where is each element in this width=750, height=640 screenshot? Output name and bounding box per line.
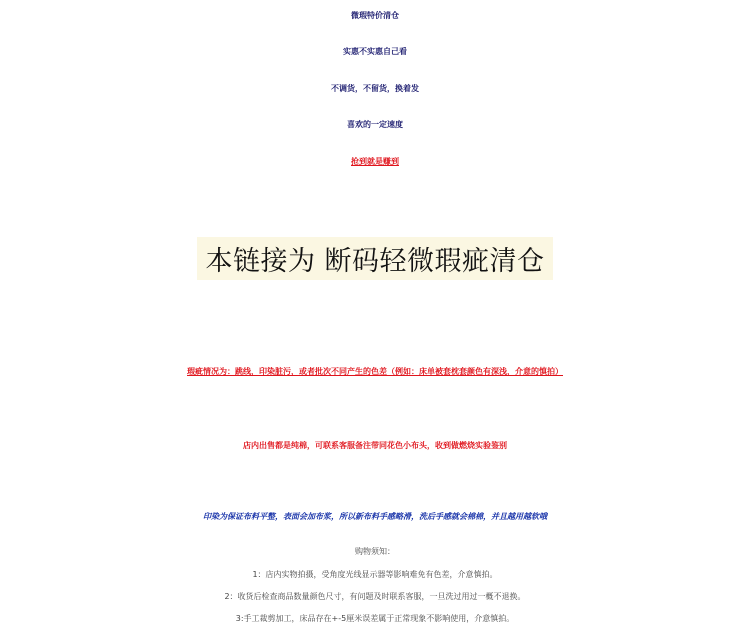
- notice-item: 2：收货后检查商品数量颜色尺寸，有问题及时联系客服，一旦洗过用过一概不退换。: [224, 592, 526, 601]
- header-line-stock-policy: 不调货，不留货，换着发: [331, 84, 419, 93]
- notice-item: 1：店内实物拍摄，受角度光线显示器等影响难免有色差，介意慎拍。: [252, 570, 498, 579]
- defects-note: 瑕疵情况为：跳线，印染脏污，或者批次不同产生的色差（例如：床单被套枕套颜色有深浅，介意的慎拍）: [187, 367, 563, 376]
- slogan: 抢到就是赚到: [351, 157, 399, 166]
- notice-item: 3:手工裁剪加工，床品存在+-5厘米误差属于正常现象不影响使用，介意慎拍。: [235, 614, 515, 623]
- header-line-value: 实惠不实惠自己看: [343, 47, 407, 56]
- clearance-banner: 本链接为 断码轻微瑕疵清仓: [197, 237, 552, 280]
- cotton-note: 店内出售都是纯棉，可联系客服备注带同花色小布头，收到做燃烧实验鉴别: [243, 441, 507, 450]
- notice-title: 购物须知：: [355, 547, 395, 556]
- banner-row: [0, 237, 750, 280]
- header-line-clearance: 微瑕特价清仓: [351, 11, 399, 20]
- print-note: 印染为保证布料平整，表面会加布浆，所以新布料手感略滑，洗后手感就会棉棉，并且越用越软哦: [203, 511, 547, 521]
- header-line-hurry: 喜欢的一定速度: [347, 120, 403, 129]
